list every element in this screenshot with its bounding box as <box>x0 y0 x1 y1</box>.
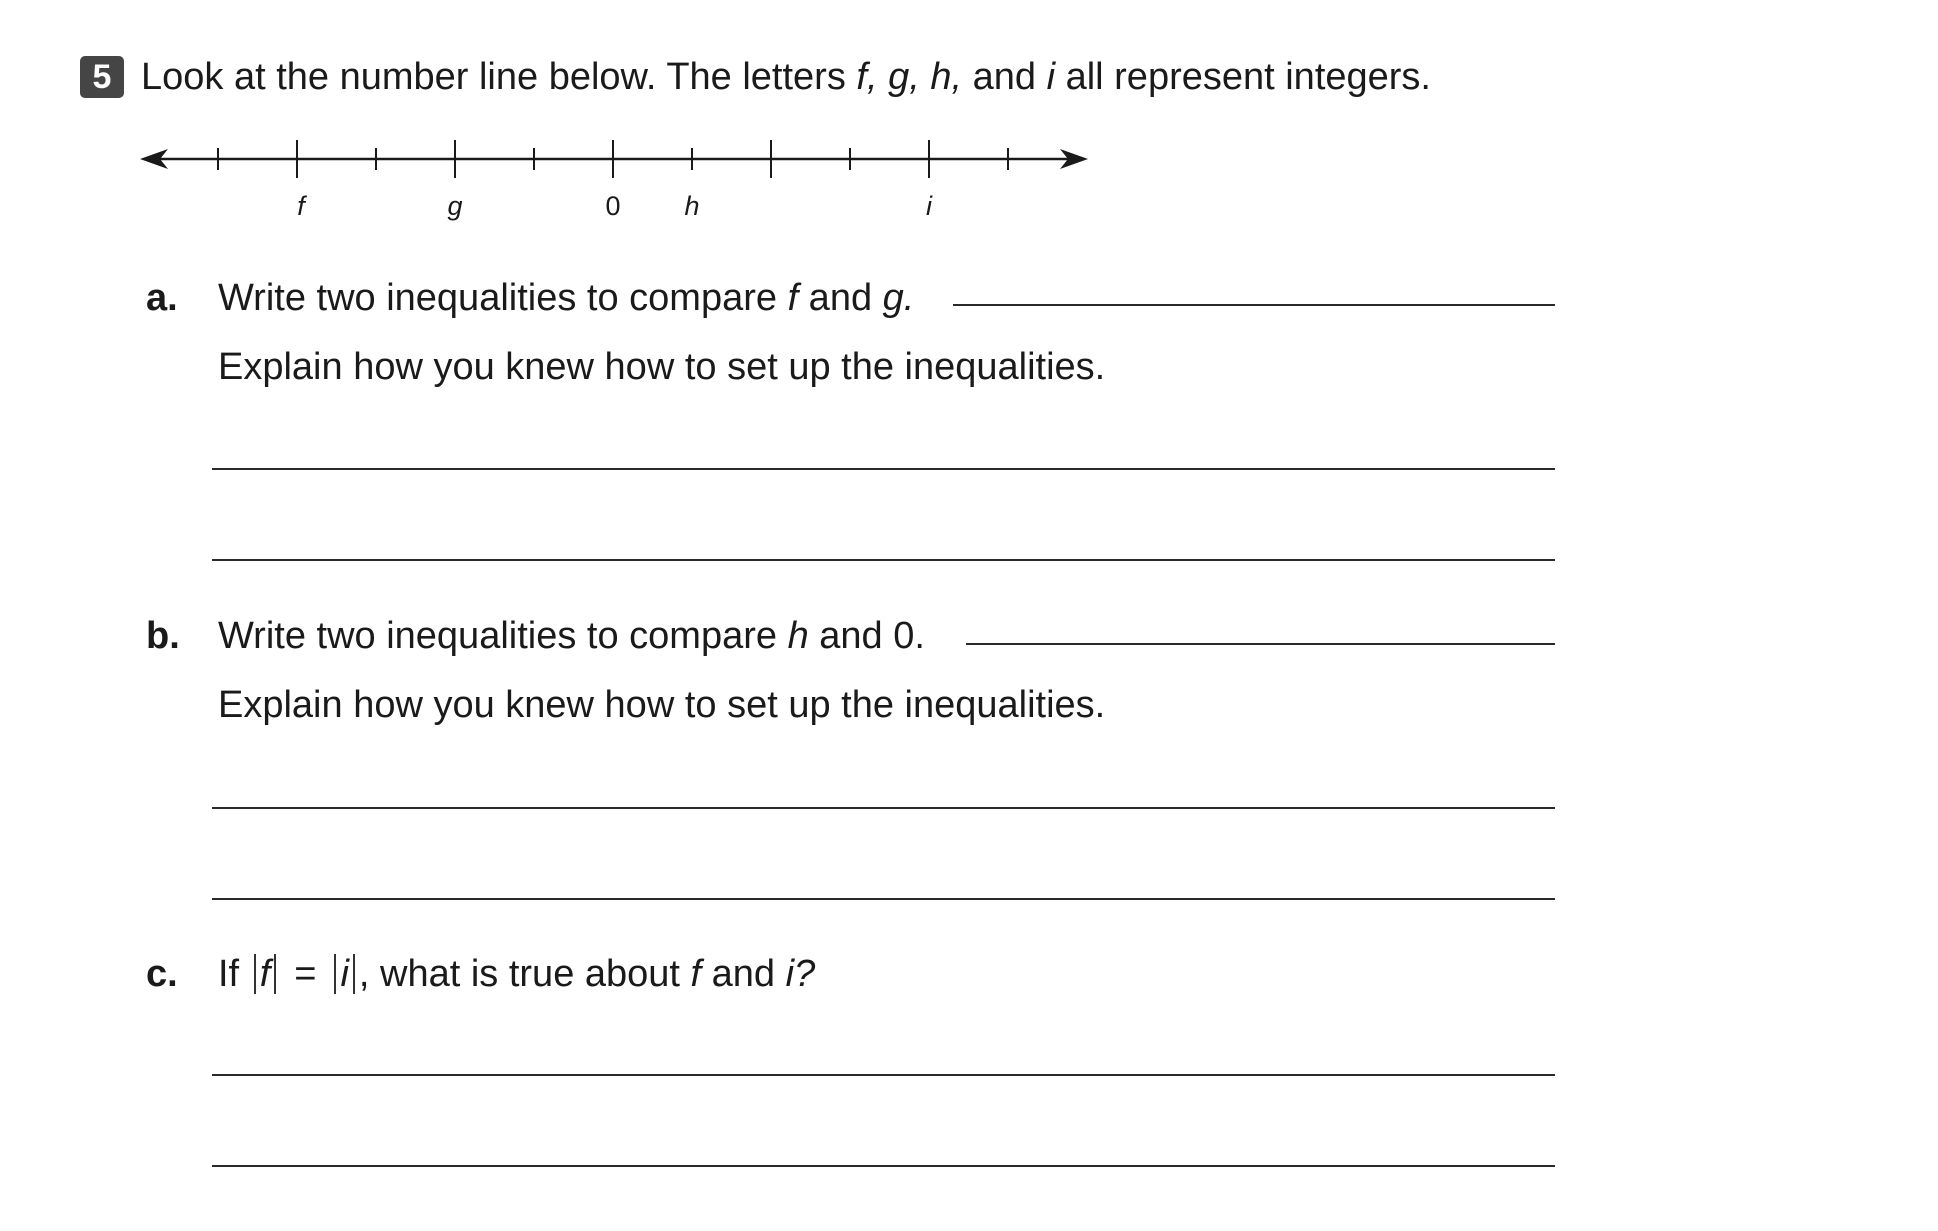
prompt-variable-list: f, g, h, <box>856 56 963 98</box>
answer-line-a-1[interactable] <box>212 468 1555 470</box>
part-b-q-post: and 0. <box>808 615 925 657</box>
part-a-var-f: f <box>787 277 799 319</box>
number-line <box>0 0 1938 260</box>
part-c-question <box>218 951 815 997</box>
label-i: i <box>926 191 932 221</box>
part-b-question <box>218 613 925 659</box>
prompt-end: all represent integers. <box>1055 56 1431 98</box>
part-a-q-mid: and <box>798 277 883 319</box>
part-c-q-pre: If <box>218 953 250 995</box>
part-a-var-g: g. <box>882 277 915 319</box>
answer-line-b-2[interactable] <box>212 898 1555 900</box>
part-b-letter: b. <box>146 615 180 657</box>
part-c-var-i: i <box>340 953 349 995</box>
question-number-badge: 5 <box>80 56 124 98</box>
prompt-start: Look at the number line below. The letters <box>141 56 857 98</box>
label-g: g <box>447 191 463 221</box>
abs-bar-left-i <box>334 954 336 994</box>
label-h: h <box>684 191 700 221</box>
part-a-question <box>218 275 914 321</box>
answer-line-a-inline[interactable] <box>953 304 1555 306</box>
abs-bar-right-f <box>274 954 276 994</box>
part-a-q-pre: Write two inequalities to compare <box>218 277 788 319</box>
part-c-var-f: f <box>259 953 271 995</box>
part-c-equals-sign: = <box>294 953 317 995</box>
part-a-explain: Explain how you knew how to set up the inequalities. <box>218 346 1106 388</box>
prompt-variable-i: i <box>1046 56 1056 98</box>
part-c-var-i-2: i? <box>785 953 816 995</box>
abs-bar-right-i <box>353 954 355 994</box>
part-c-q-and: and <box>701 953 786 995</box>
part-b-var-h: h <box>787 615 809 657</box>
answer-line-b-1[interactable] <box>212 807 1555 809</box>
prompt-and: and <box>962 56 1047 98</box>
answer-line-a-2[interactable] <box>212 559 1555 561</box>
answer-line-c-2[interactable] <box>212 1165 1555 1167</box>
part-b-q-pre: Write two inequalities to compare <box>218 615 788 657</box>
label-f: f <box>297 191 305 221</box>
answer-line-b-inline[interactable] <box>966 643 1555 645</box>
part-a-letter: a. <box>146 277 178 319</box>
abs-bar-left-f <box>254 954 256 994</box>
part-c-var-f-2: f <box>690 953 702 995</box>
part-c-q-mid: , what is true about <box>358 953 691 995</box>
label-zero: 0 <box>605 191 621 221</box>
part-b-explain: Explain how you knew how to set up the inequalities. <box>218 684 1106 726</box>
answer-line-c-1[interactable] <box>212 1074 1555 1076</box>
part-c-letter: c. <box>146 953 178 995</box>
